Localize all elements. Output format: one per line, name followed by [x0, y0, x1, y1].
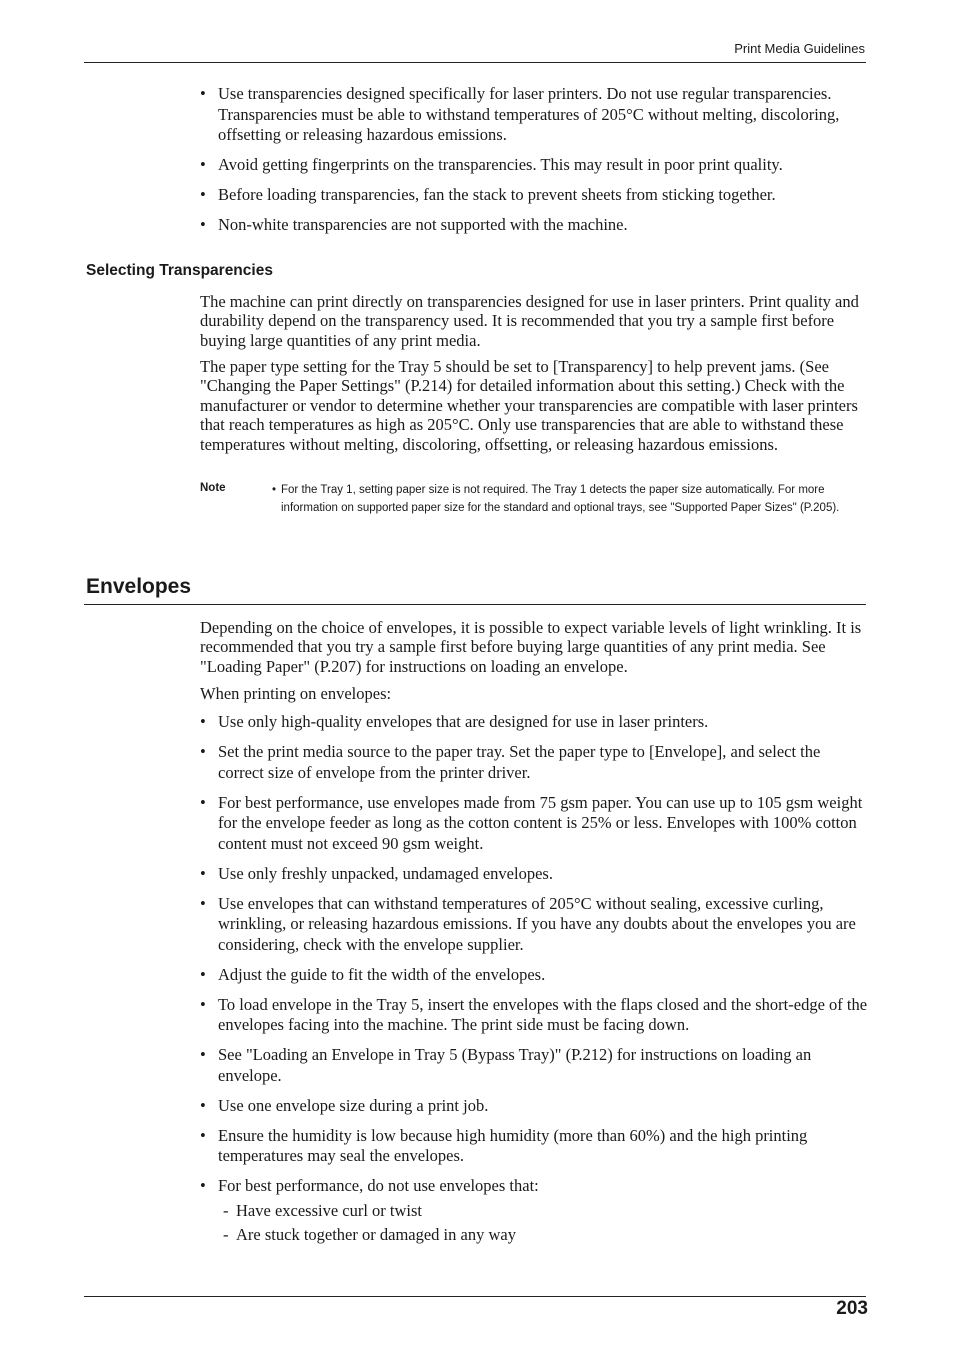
envelopes-lead: When printing on envelopes:: [200, 684, 392, 703]
list-item-text: See "Loading an Envelope in Tray 5 (Bypass Tray)" (P.212) for instructions on loading an envelope.: [218, 1045, 812, 1085]
list-item: • For best performance, do not use envelopes that: - Have excessive curl or twist - Are stuck together or damaged in any way: [200, 1176, 868, 1246]
note-bullet: •: [272, 484, 277, 496]
sub-list-item-text: Are stuck together or damaged in any way: [236, 1225, 516, 1244]
list-item-text: For best performance, use envelopes made from 75 gsm paper. You can use up to 105 gsm weight for the envelope feeder as long as the cotton content is 25% or less. Envelopes with 100% cotton content must not exceed 90 gsm weight.: [218, 792, 863, 853]
list-item: • See "Loading an Envelope in Tray 5 (Bypass Tray)" (P.212) for instructions on loading an envelope.: [200, 1045, 812, 1085]
list-item-text: Adjust the guide to fit the width of the envelopes.: [218, 964, 546, 984]
list-item-text: Use envelopes that can withstand temperatures of 205°C without sealing, excessive curling, wrinkling, or releasing hazardous emissions. If you have any doubts about the envelopes you are considering, check with the envelope supplier.: [218, 893, 856, 954]
envelope-bullet-list: [200, 712, 868, 1255]
list-item-text: Non-white transparencies are not supported with the machine.: [218, 215, 628, 234]
header-rule: [84, 62, 866, 63]
page-number: 203: [836, 1298, 868, 1319]
list-item: • Set the print media source to the paper tray. Set the paper type to [Envelope], and select the correct size of envelope from the printer driver.: [200, 742, 821, 782]
list-item-text: Set the print media source to the paper tray. Set the paper type to [Envelope], and select the correct size of envelope from the printer driver.: [218, 742, 821, 782]
list-item: • Use only freshly unpacked, undamaged envelopes.: [200, 863, 553, 883]
list-item: • Use transparencies designed specifically for laser printers. Do not use regular transparencies. Transparencies must be able to withstand temperatures of 205°C without melting, discoloring, offsetting or releasing hazardous emissions.: [200, 84, 840, 144]
list-item: • Before loading transparencies, fan the stack to prevent sheets from sticking together.: [200, 185, 776, 204]
list-item-text: Before loading transparencies, fan the stack to prevent sheets from sticking together.: [218, 185, 776, 204]
list-item-text: Use only high-quality envelopes that are designed for use in laser printers.: [218, 712, 709, 731]
section-rule: [84, 604, 866, 605]
selecting-paragraph-2: The paper type setting for the Tray 5 should be set to [Transparency] to help prevent jams. (See "Changing the Paper Settings" (P.214) for detailed information about this setting.) Check with the manufacturer or vendor to determine whether your transparencies are compatible with laser printers that reach temperatures as high as 205°C. Only use transparencies that are able to withstand these temperatures without melting, discoloring, offsetting, or releasing hazardous emissions.: [200, 357, 858, 454]
list-item: • Avoid getting fingerprints on the transparencies. This may result in poor print quality.: [200, 155, 783, 174]
list-item-text: Ensure the humidity is low because high humidity (more than 60%) and the high printing temperatures may seal the envelopes.: [218, 1125, 808, 1165]
footer-rule: [84, 1296, 866, 1297]
envelopes-section-title: Envelopes: [86, 575, 192, 598]
list-item: • Use only high-quality envelopes that are designed for use in laser printers.: [200, 712, 709, 731]
sub-list-item: - Are stuck together or damaged in any way: [223, 1225, 516, 1244]
sub-list-item: - Have excessive curl or twist: [223, 1200, 423, 1220]
selecting-transparencies-heading: Selecting Transparencies: [86, 262, 273, 279]
envelopes-intro: Depending on the choice of envelopes, it is possible to expect variable levels of light wrinkling. It is recommended that you try a sample first before buying large quantities of any print media. See "Loading Paper" (P.207) for instructions on loading an envelope.: [200, 618, 862, 676]
page-header-title: Print Media Guidelines: [734, 41, 865, 56]
list-item: • To load envelope in the Tray 5, insert the envelopes with the flaps closed and the short-edge of the envelopes facing into the machine. The print side must be facing down.: [200, 994, 868, 1034]
transparency-bullet-list: [200, 84, 868, 245]
sub-list-item-text: Have excessive curl or twist: [236, 1200, 423, 1220]
note-label: Note: [200, 482, 226, 494]
list-item-text: For best performance, do not use envelopes that:: [218, 1176, 539, 1195]
list-item: • For best performance, use envelopes made from 75 gsm paper. You can use up to 105 gsm weight for the envelope feeder as long as the cotton content is 25% or less. Envelopes with 100% cotton content must not exceed 90 gsm weight.: [200, 792, 863, 853]
list-item: • Non-white transparencies are not supported with the machine.: [200, 215, 628, 234]
list-item: • Use one envelope size during a print job.: [200, 1095, 489, 1115]
note-text: For the Tray 1, setting paper size is not required. The Tray 1 detects the paper size automatically. For more information on supported paper size for the standard and optional trays, see "Supported Paper Sizes" (P.205).: [281, 484, 840, 514]
list-item-text: Use transparencies designed specifically for laser printers. Do not use regular transparencies. Transparencies must be able to withstand temperatures of 205°C without melting, discoloring, offsetting or releasing hazardous emissions.: [218, 84, 840, 144]
list-item: • Ensure the humidity is low because high humidity (more than 60%) and the high printing temperatures may seal the envelopes.: [200, 1125, 808, 1165]
list-item-text: To load envelope in the Tray 5, insert the envelopes with the flaps closed and the short-edge of the envelopes facing into the machine. The print side must be facing down.: [218, 994, 868, 1034]
list-item-text: Use only freshly unpacked, undamaged envelopes.: [218, 863, 553, 883]
list-item-text: Avoid getting fingerprints on the transparencies. This may result in poor print quality.: [218, 155, 783, 174]
envelope-sub-list: [218, 1201, 868, 1246]
note-body: [272, 482, 864, 517]
list-item-text: Use one envelope size during a print job.: [218, 1095, 489, 1115]
selecting-paragraph-1: The machine can print directly on transparencies designed for use in laser printers. Print quality and durability depend on the transparency used. It is recommended that you try a sample first before buying large quantities of any print media.: [200, 292, 859, 350]
list-item: • Use envelopes that can withstand temperatures of 205°C without sealing, excessive curling, wrinkling, or releasing hazardous emissions. If you have any doubts about the envelopes you are considering, check with the envelope supplier.: [200, 893, 856, 954]
list-item: • Adjust the guide to fit the width of the envelopes.: [200, 964, 546, 984]
